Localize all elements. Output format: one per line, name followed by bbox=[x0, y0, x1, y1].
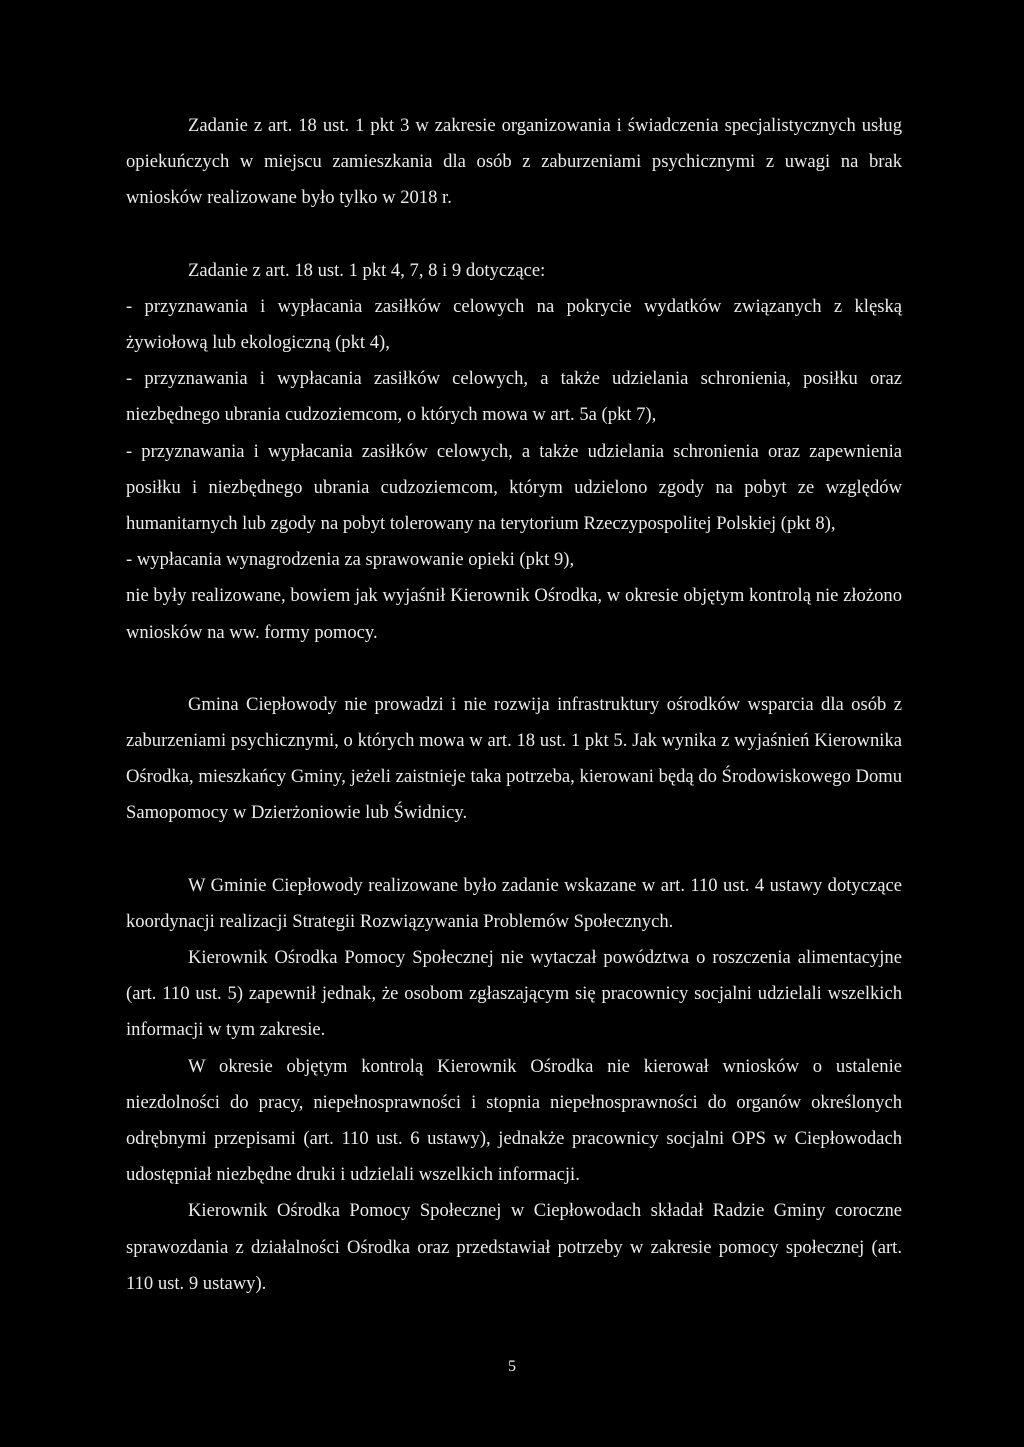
list-item: - przyznawania i wypłacania zasiłków celowych na pokrycie wydatków związanych z klęską żywiołową lub ekologiczną (pkt 4), bbox=[126, 295, 902, 354]
paragraph-art18-pkt3: Zadanie z art. 18 ust. 1 pkt 3 w zakresie organizowania i świadczenia specjalistycznych usług opiekuńczych w miejscu zamieszkania dla osób z zaburzeniami psychicznymi z uwagi na brak wniosków realizowane było tylko w 2018 r. bbox=[126, 115, 902, 209]
paragraph-art110-ust5: Kierownik Ośrodka Pomocy Społecznej nie wytaczał powództwa o roszczenia alimentacyjne (art. 110 ust. 5) zapewnił jednak, że osobom zgłaszającym się pracownicy socjalni udzielali wszelkich informacji w tym zakresie. bbox=[126, 947, 902, 1041]
paragraph-art110-ust6: W okresie objętym kontrolą Kierownik Ośrodka nie kierował wniosków o ustalenie niezdolności do pracy, niepełnosprawności i stopnia niepełnosprawności do organów określonych odrębnymi przepisami (art. 110 ust. 6 ustawy), jednakże pracownicy socjalni OPS w Ciepłowodach udostępniał niezbędne druki i udzielali wszelkich informacji. bbox=[126, 1055, 902, 1186]
task-list bbox=[126, 289, 902, 579]
list-item: - przyznawania i wypłacania zasiłków celowych, a także udzielania schronienia oraz zapewnienia posiłku i niezbędnego ubrania cudzoziemcom, którym udzielono zgody na pobyt ze względów humanitarnych lub zgody na pobyt tolerowany na terytorium Rzeczypospolitej Polskiej (pkt 8), bbox=[126, 440, 902, 535]
list-item: - przyznawania i wypłacania zasiłków celowych, a także udzielania schronienia, posiłku oraz niezbędnego ubrania cudzoziemcom, o których mowa w art. 5a (pkt 7), bbox=[126, 368, 902, 426]
paragraph-art110-ust9: Kierownik Ośrodka Pomocy Społecznej w Ciepłowodach składał Radzie Gminy coroczne sprawozdania z działalności Ośrodka oraz przedstawiał potrzeby w zakresie pomocy społecznej (art. 110 ust. 9 ustawy). bbox=[126, 1200, 902, 1294]
document-page bbox=[126, 108, 902, 1302]
list-item: - wypłacania wynagrodzenia za sprawowanie opieki (pkt 9), bbox=[126, 549, 575, 571]
paragraph-art18-outro: nie były realizowane, bowiem jak wyjaśnił Kierownik Ośrodka, w okresie objętym kontrolą nie złożono wniosków na ww. formy pomocy. bbox=[126, 585, 902, 643]
paragraph-art110-ust4: W Gminie Ciepłowody realizowane było zadanie wskazane w art. 110 ust. 4 ustawy dotyczące koordynacji realizacji Strategii Rozwiązywania Problemów Społecznych. bbox=[126, 874, 902, 932]
paragraph-art18-intro: Zadanie z art. 18 ust. 1 pkt 4, 7, 8 i 9 dotyczące: bbox=[188, 259, 546, 281]
paragraph-infrastructure: Gmina Ciepłowody nie prowadzi i nie rozwija infrastruktury ośrodków wsparcia dla osób z zaburzeniami psychicznymi, o których mowa w art. 18 ust. 1 pkt 5. Jak wynika z wyjaśnień Kierownika Ośrodka, mieszkańcy Gminy, jeżeli zaistnieje taka potrzeba, kierowani będą do Środowiskowego Domu Samopomocy w Dzierżoniowie lub Świdnicy. bbox=[126, 693, 902, 824]
page-number: 5 bbox=[508, 1358, 516, 1375]
